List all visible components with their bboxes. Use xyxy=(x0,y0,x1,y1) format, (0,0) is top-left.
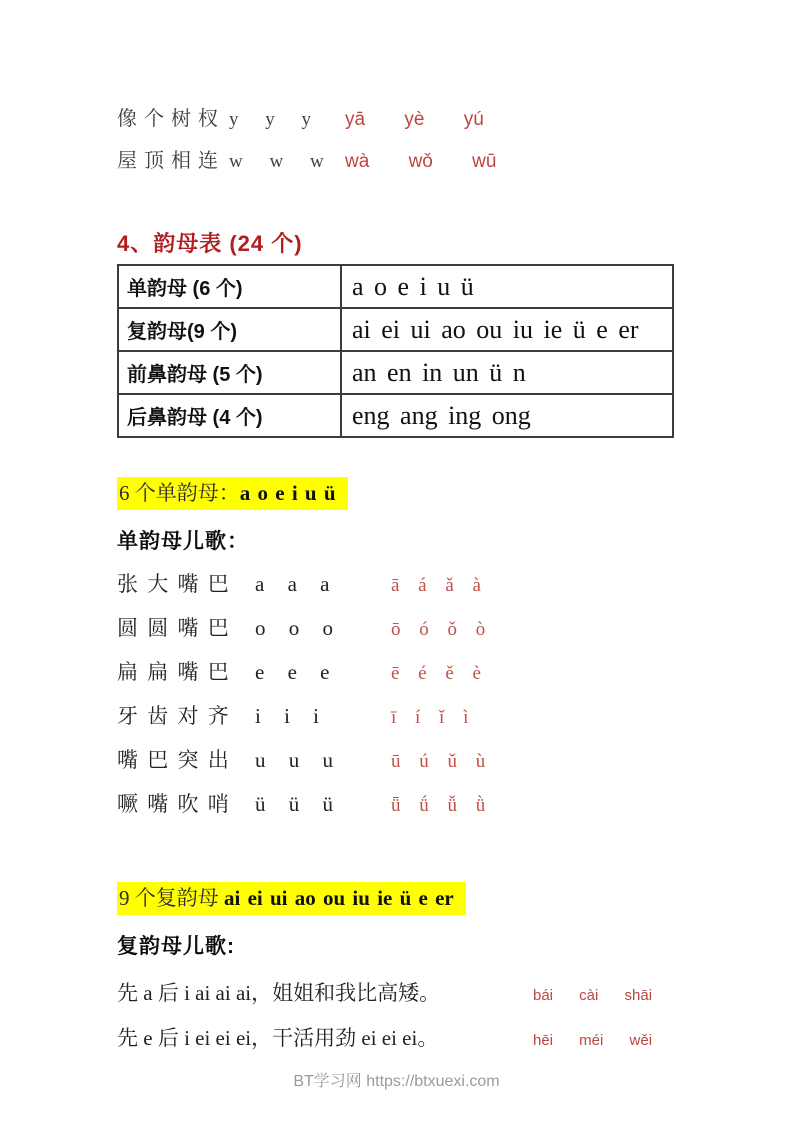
rhyme-letters: o o o xyxy=(255,616,333,640)
table-row xyxy=(118,265,673,308)
highlight-vowels: a o e i u ü xyxy=(239,481,336,505)
table-row xyxy=(118,394,673,437)
sentence-text: 先 e 后 i ei ei ei，干活用劲 ei ei ei。 xyxy=(117,1026,439,1050)
rhyme-hanzi: 扁 扁 嘴 巴 xyxy=(117,660,231,684)
rhyme-letters: ü ü ü xyxy=(255,792,333,816)
vowel-table xyxy=(117,264,674,438)
sentence-line-ai xyxy=(117,978,753,1011)
highlight-single-vowels xyxy=(117,477,348,510)
sentence-pinyin: bái cài shāi xyxy=(533,987,653,1004)
rhyme-letters: u u u xyxy=(255,748,333,772)
intro-line-w xyxy=(117,148,753,175)
rhyme-line-i xyxy=(117,701,753,733)
intro-hanzi: 屋 顶 相 连 xyxy=(117,150,219,172)
sentence-text: 先 a 后 i ai ai ai，姐姐和我比高矮。 xyxy=(117,981,441,1005)
section-heading-vowel-table: 4、韵母表 (24 个) xyxy=(117,231,303,256)
intro-letters: w w w xyxy=(229,151,324,172)
row-value: ai ei ui ao ou iu ie ü e er xyxy=(341,308,673,351)
rhyme-hanzi: 张 大 嘴 巴 xyxy=(117,572,231,596)
sentence-pinyin: hēi méi wěi xyxy=(533,1032,653,1049)
intro-pinyin: wà wǒ wū xyxy=(345,151,497,172)
table-row xyxy=(118,308,673,351)
compound-rhyme-heading: 复韵母儿歌: xyxy=(117,935,235,958)
rhyme-hanzi: 嘴 巴 突 出 xyxy=(117,748,231,772)
rhyme-line-a xyxy=(117,569,753,601)
highlight-compound-vowels xyxy=(117,882,466,915)
rhyme-hanzi: 牙 齿 对 齐 xyxy=(117,704,231,728)
rhyme-tones: ī í ǐ ì xyxy=(391,707,469,728)
rhyme-tones: ǖ ǘ ǚ ǜ xyxy=(391,795,486,816)
rhyme-tones: ū ú ǔ ù xyxy=(391,751,486,772)
highlight-vowels: ai ei ui ao ou iu ie ü e er xyxy=(224,886,454,910)
rhyme-letters: a a a xyxy=(255,572,330,596)
rhyme-line-o xyxy=(117,613,753,645)
intro-hanzi: 像 个 树 杈 xyxy=(117,108,219,130)
sentence-line-ei xyxy=(117,1023,753,1056)
rhyme-hanzi: 圆 圆 嘴 巴 xyxy=(117,616,231,640)
intro-line-y xyxy=(117,106,753,133)
single-rhyme-heading: 单韵母儿歌： xyxy=(117,530,249,553)
rhyme-line-v xyxy=(117,789,753,821)
rhyme-line-u xyxy=(117,745,753,777)
row-value: eng ang ing ong xyxy=(341,394,673,437)
row-label: 后鼻韵母 (4 个) xyxy=(118,394,341,437)
intro-pinyin: yā yè yú xyxy=(345,109,484,130)
single-rhyme-list xyxy=(117,569,753,821)
rhyme-hanzi: 噘 嘴 吹 哨 xyxy=(117,792,231,816)
row-label: 前鼻韵母 (5 个) xyxy=(118,351,341,394)
rhyme-tones: ō ó ǒ ò xyxy=(391,619,486,640)
intro-letters: y y y xyxy=(229,109,311,130)
rhyme-line-e xyxy=(117,657,753,689)
row-label: 单韵母 (6 个) xyxy=(118,265,341,308)
highlight-label: 6 个单韵母： xyxy=(119,481,240,505)
intro-section xyxy=(117,106,753,175)
rhyme-letters: i i i xyxy=(255,704,320,728)
rhyme-letters: e e e xyxy=(255,660,330,684)
row-label: 复韵母(9 个) xyxy=(118,308,341,351)
rhyme-tones: ē é ě è xyxy=(391,663,481,684)
row-value: an en in un ü n xyxy=(341,351,673,394)
page-footer: BT学习网 https://btxuexi.com xyxy=(293,1073,500,1090)
row-value: a o e i u ü xyxy=(341,265,673,308)
rhyme-tones: ā á ǎ à xyxy=(391,575,481,596)
highlight-label: 9 个复韵母 xyxy=(119,886,224,910)
table-row xyxy=(118,351,673,394)
